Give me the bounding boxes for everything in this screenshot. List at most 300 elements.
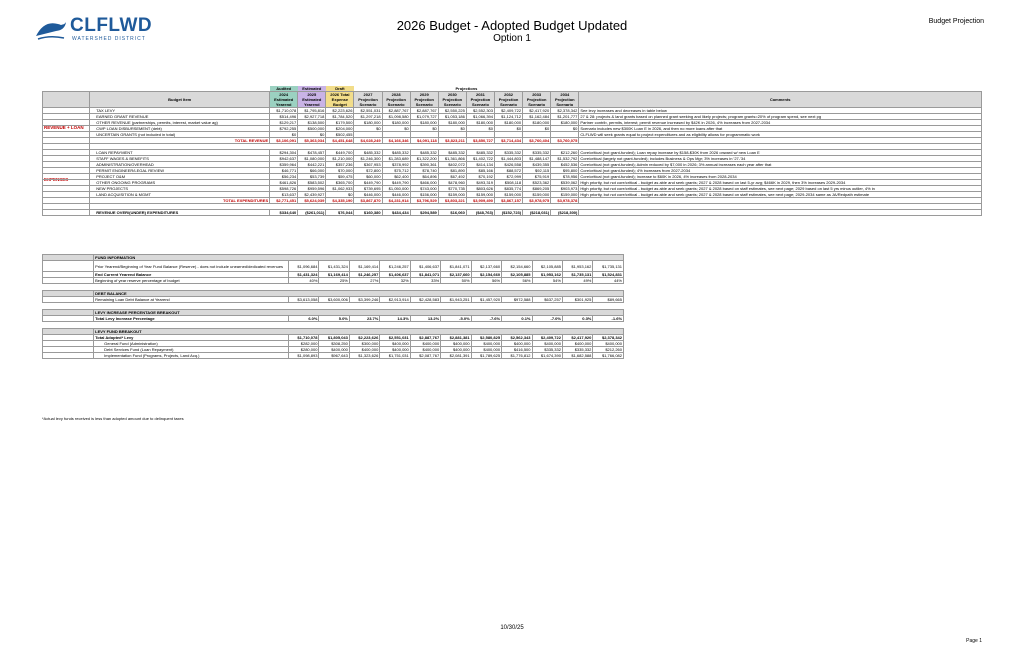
value-cell: $2,378,342 xyxy=(551,108,579,114)
value-cell: $478,457 xyxy=(298,150,326,156)
value-cell: $180,000 xyxy=(438,120,466,126)
value-cell: $0 xyxy=(270,132,298,138)
value-cell: $583,502 xyxy=(298,180,326,186)
value-cell: $446,000 xyxy=(354,192,382,198)
value-cell: $88,572 xyxy=(495,168,523,174)
value-cell: $0 xyxy=(523,126,551,132)
value-cell: ($218,300) xyxy=(551,210,579,216)
value-cell: $64,896 xyxy=(410,174,438,180)
value-cell: $204,000 xyxy=(326,126,354,132)
value-cell: 0.3% xyxy=(562,316,592,322)
value-cell: $1,457,920 xyxy=(471,297,501,303)
value-cell: $60,000 xyxy=(354,174,382,180)
group-cell xyxy=(43,210,90,216)
value-cell: $78,956 xyxy=(551,174,579,180)
column-header: Comments xyxy=(579,92,982,108)
value-cell: $46,771 xyxy=(270,168,298,174)
column-header: 2027 Projection Scenario xyxy=(354,92,382,108)
draft-label: Draft xyxy=(326,86,354,92)
value-cell: $75,919 xyxy=(523,174,551,180)
budget-item: ADMINISTRATION/OVERHEAD xyxy=(90,162,270,168)
value-cell: $402,072 xyxy=(438,162,466,168)
projections-label: Projections xyxy=(455,86,478,91)
value-cell: $1,431,324 xyxy=(319,261,349,272)
page-title: 2026 Budget - Adopted Budget Updated xyxy=(396,18,628,33)
value-cell: $514,496 xyxy=(270,114,298,120)
budget-item: CWP LOAN DISBURSEMENT (debt) xyxy=(90,126,270,132)
value-cell: $0 xyxy=(551,126,579,132)
fund-tables xyxy=(42,254,624,359)
value-cell: $159,000 xyxy=(466,192,494,198)
value-cell: $1,402,722 xyxy=(466,156,494,162)
value-cell: $598,726 xyxy=(270,186,298,192)
value-cell: $335,332 xyxy=(562,347,592,353)
budget-item: OTHER ONGOING PROGRAMS xyxy=(90,180,270,186)
budget-item: End Current Yearend Balance xyxy=(94,272,289,278)
column-header: 2028 Projection Scenario xyxy=(382,92,410,108)
value-cell: $335,332 xyxy=(523,150,551,156)
column-header: 2026 Total Expense Budget xyxy=(326,92,354,108)
value-cell: $967,643 xyxy=(319,353,349,359)
budget-item: STAFF WAGES & BENEFITS xyxy=(90,156,270,162)
budget-item: TOTAL REVENUE xyxy=(90,138,270,144)
column-header: 2025 Estimated Yearend xyxy=(298,92,326,108)
value-cell: $478,960 xyxy=(438,180,466,186)
value-cell: $485,332 xyxy=(438,150,466,156)
value-cell: $1,098,580 xyxy=(382,114,410,120)
spacer-row xyxy=(43,322,624,329)
value-cell: $280,000 xyxy=(289,347,319,353)
value-cell: $400,000 xyxy=(380,341,410,347)
value-cell: 56% xyxy=(471,278,501,284)
value-cell: $359,964 xyxy=(270,162,298,168)
value-cell: ($218,031) xyxy=(523,210,551,216)
budget-item: EARNED GRANT REVENUE xyxy=(90,114,270,120)
value-cell: $400,000 xyxy=(441,347,471,353)
value-cell: -1.6% xyxy=(593,316,624,322)
value-cell: $92,115 xyxy=(523,168,551,174)
value-cell: $72,800 xyxy=(354,168,382,174)
value-cell: $500,000 xyxy=(298,126,326,132)
value-cell: -5.0% xyxy=(441,316,471,322)
value-cell: $180,000 xyxy=(382,120,410,126)
comment-cell: See levy increases and decreases in table below xyxy=(579,108,982,114)
value-cell: $400,000 xyxy=(410,347,440,353)
estimated-label: Estimated xyxy=(298,86,326,92)
value-cell: $334,640 xyxy=(270,210,298,216)
value-cell: $2,551,031 xyxy=(354,108,382,114)
value-cell: $400,000 xyxy=(319,347,349,353)
budget-item: OTHER REVENUE (partnerships, permits, interest, market value ag) xyxy=(90,120,270,126)
value-cell: $89,665 xyxy=(593,297,624,303)
budget-item: Debt Services Fund (Loan Repayment) xyxy=(94,347,289,353)
value-cell: $294,304 xyxy=(270,150,298,156)
value-cell: $2,105,885 xyxy=(502,272,532,278)
value-cell: $1,096,684 xyxy=(289,261,319,272)
value-cell: $449,790 xyxy=(382,180,410,186)
value-cell: $4,166,346 xyxy=(382,138,410,144)
value-cell: $1,841,071 xyxy=(441,261,471,272)
budget-item: General Fund (Administration) xyxy=(94,341,289,347)
value-cell: $16,060 xyxy=(438,210,466,216)
value-cell: $70,192 xyxy=(466,174,494,180)
budget-table xyxy=(42,86,982,216)
budget-item: Total Levy Increase Percentage xyxy=(94,316,289,322)
comment-cell: Partner contrib, permits, interest; permit revenue increased by $42K in 2026, 4% increases from 2027-2034 xyxy=(579,120,982,126)
value-cell: 56% xyxy=(502,278,532,284)
value-cell: $180,000 xyxy=(551,120,579,126)
value-cell: $416,500 xyxy=(502,347,532,353)
value-cell: $1,953,162 xyxy=(532,272,562,278)
value-cell: $508,118 xyxy=(495,180,523,186)
value-cell: $1,524,831 xyxy=(593,272,624,278)
budget-item: TOTAL EXPENDITURES xyxy=(90,198,270,204)
budget-item: PROJECT O&M xyxy=(90,174,270,180)
value-cell: 23.7% xyxy=(349,316,379,322)
value-cell: $485,332 xyxy=(466,150,494,156)
value-cell: $0 xyxy=(354,126,382,132)
budget-item: Prior Yearend/Beginning of Year Fund Balance (Reserve) - does not include unearned/dedicated revenues xyxy=(94,261,289,272)
value-cell: $3,867,157 xyxy=(495,198,523,204)
value-cell: $1,246,300 xyxy=(354,156,382,162)
column-header: 2030 Projection Scenario xyxy=(438,92,466,108)
value-cell: $400,000 xyxy=(380,347,410,353)
fund-info-row xyxy=(43,261,624,272)
value-cell: $3,850,727 xyxy=(466,138,494,144)
net-row xyxy=(43,210,982,216)
value-cell: $1,246,257 xyxy=(349,272,379,278)
value-cell: $3,714,434 xyxy=(495,138,523,144)
value-cell: $1,201,777 xyxy=(551,114,579,120)
blank-cell xyxy=(43,353,94,359)
value-cell: 27% xyxy=(349,278,379,284)
value-cell: $1,080,000 xyxy=(298,156,326,162)
value-cell: $357,236 xyxy=(326,162,354,168)
comment-cell: High priority, but not core/critical - budget as able and seek grants; 2027 & 2028 based on staff estimates, see next page; 2029 based on last 5 yrs minus outlier, 4% in xyxy=(579,186,982,192)
value-cell: $2,081,391 xyxy=(441,353,471,359)
value-cell: 0.1% xyxy=(502,316,532,322)
value-cell: $2,552,303 xyxy=(466,108,494,114)
value-cell: $2,887,767 xyxy=(382,108,410,114)
comment-cell: Core/critical (not grant-funded); 4% increases from 2027-2034 xyxy=(579,168,982,174)
blank-cell xyxy=(43,92,90,108)
section-title: LEVY FUND BREAKOUT xyxy=(94,329,624,335)
value-cell: $485,332 xyxy=(354,150,382,156)
value-cell: $180,000 xyxy=(466,120,494,126)
column-header: 2033 Projection Scenario xyxy=(523,92,551,108)
comment-cell: CLFLWD will seek grants equal to project expenditures and as eligibility allows for programmatic work xyxy=(579,132,982,138)
value-cell: $3,803,221 xyxy=(438,198,466,204)
value-cell: $2,378,342 xyxy=(593,335,624,341)
value-cell: $76,044 xyxy=(326,210,354,216)
value-cell: $294,589 xyxy=(410,210,438,216)
value-cell: $739,695 xyxy=(354,186,382,192)
value-cell: $3,600,006 xyxy=(319,297,349,303)
value-cell: $400,000 xyxy=(562,341,592,347)
value-cell: $3,760,075 xyxy=(551,138,579,144)
value-cell: $365,700 xyxy=(326,180,354,186)
value-cell: $1,943,251 xyxy=(441,297,471,303)
value-cell: $903,973 xyxy=(551,186,579,192)
value-cell: $156,000 xyxy=(410,192,438,198)
value-cell: $743,000 xyxy=(410,186,438,192)
value-cell: $13,637 xyxy=(270,192,298,198)
value-cell: $308,250 xyxy=(319,341,349,347)
value-cell: $461,826 xyxy=(270,180,298,186)
value-cell: $300,000 xyxy=(349,341,379,347)
value-cell: 44% xyxy=(593,278,624,284)
value-cell: $449,790 xyxy=(354,180,382,186)
value-cell: $1,361,866 xyxy=(438,156,466,162)
value-cell: $212,260 xyxy=(551,150,579,156)
value-cell: $426,558 xyxy=(495,162,523,168)
budget-item: Implementation Fund (Programs, Projects, Land Acq.) xyxy=(94,353,289,359)
section-title: FUND INFORMATION xyxy=(94,255,624,261)
value-cell: $1,751,031 xyxy=(380,353,410,359)
value-cell: 40% xyxy=(289,278,319,284)
value-cell: $78,740 xyxy=(410,168,438,174)
value-cell: $2,223,626 xyxy=(349,335,379,341)
value-cell: $502,455 xyxy=(326,132,354,138)
value-cell: $1,532,792 xyxy=(551,156,579,162)
value-cell: $3,399,246 xyxy=(349,297,379,303)
value-cell: $4,451,648 xyxy=(326,138,354,144)
group-label-revenue: REVENUE + LOAN xyxy=(44,125,84,130)
value-cell: $1,766,082 xyxy=(593,353,624,359)
value-cell: $400,000 xyxy=(410,341,440,347)
value-cell: $1,710,078 xyxy=(270,108,298,114)
value-cell: $1,953,162 xyxy=(562,261,592,272)
comment-cell: Core/critical (not grant-funded); Loan repay increase by $158-$30K from 2026 onward w/ new Loan E xyxy=(579,150,982,156)
value-cell: $1,322,200 xyxy=(410,156,438,162)
value-cell: $414,134 xyxy=(466,162,494,168)
column-header: 2032 Projection Scenario xyxy=(495,92,523,108)
value-cell: $1,444,803 xyxy=(495,156,523,162)
value-cell: $3,978,378 xyxy=(551,198,579,204)
logo-text: CLFLWD xyxy=(70,15,153,36)
value-cell: $2,580,825 xyxy=(471,335,501,341)
value-cell: $1,050,000 xyxy=(382,186,410,192)
value-cell: $56,234 xyxy=(270,174,298,180)
value-cell: -7.0% xyxy=(532,316,562,322)
value-cell: $212,260 xyxy=(593,347,624,353)
budget-item: Total Adopted* Levy xyxy=(94,335,289,341)
header-right-label: Budget Projection xyxy=(928,18,984,25)
value-cell: $400,000 xyxy=(471,347,501,353)
value-cell: $4,091,118 xyxy=(410,138,438,144)
value-cell: $282,000 xyxy=(289,341,319,347)
value-cell: $449,700 xyxy=(326,150,354,156)
value-cell: $367,953 xyxy=(354,162,382,168)
value-cell: $835,774 xyxy=(495,186,523,192)
value-cell: $179,500 xyxy=(326,120,354,126)
value-cell: $1,488,147 xyxy=(523,156,551,162)
value-cell: $2,137,660 xyxy=(471,261,501,272)
value-cell: $0 xyxy=(466,126,494,132)
value-cell: $2,927,718 xyxy=(298,114,326,120)
value-cell: $1,431,324 xyxy=(289,272,319,278)
value-cell: 54% xyxy=(532,278,562,284)
value-cell: $523,362 xyxy=(523,180,551,186)
value-cell: $129,217 xyxy=(270,120,298,126)
footer-page-number: Page 1 xyxy=(966,638,982,644)
value-cell: $3,796,529 xyxy=(410,198,438,204)
comment-cell: 27 & 28: projects & land grants based on planned grant seeking and likely projects; program grants=20% of program spend, see next pg xyxy=(579,114,982,120)
page-subtitle: Option 1 xyxy=(493,33,531,44)
value-cell: $0 xyxy=(410,126,438,132)
value-cell: $1,789,625 xyxy=(471,353,501,359)
value-cell: $1,735,131 xyxy=(593,261,624,272)
value-cell: $0 xyxy=(298,132,326,138)
value-cell: $400,000 xyxy=(593,341,624,347)
value-cell: $2,137,660 xyxy=(441,272,471,278)
value-cell: $959,596 xyxy=(298,186,326,192)
blank-cell xyxy=(43,261,94,272)
header-row xyxy=(43,92,982,108)
value-cell: $5,624,039 xyxy=(298,198,326,204)
value-cell: 13.2% xyxy=(410,316,440,322)
group-label-expenses: EXPENSES xyxy=(44,177,69,182)
value-cell: $1,805,043 xyxy=(319,335,349,341)
column-header: 2034 Projection Scenario xyxy=(551,92,579,108)
logo-subtext: WATERSHED DISTRICT xyxy=(72,36,146,42)
budget-item: UNCERTAIN GRANTS (not included in total) xyxy=(90,132,270,138)
value-cell: $1,066,394 xyxy=(466,114,494,120)
value-cell: ($261,011) xyxy=(298,210,326,216)
value-cell: $400,000 xyxy=(441,341,471,347)
value-cell: $0 xyxy=(495,126,523,132)
value-cell: $180,000 xyxy=(354,120,382,126)
value-cell: $335,332 xyxy=(532,347,562,353)
value-cell: $0 xyxy=(326,192,354,198)
value-cell: $3,823,211 xyxy=(438,138,466,144)
value-cell: $335,332 xyxy=(495,150,523,156)
value-cell: $2,417,920 xyxy=(562,335,592,341)
value-cell: $2,105,885 xyxy=(532,261,562,272)
value-cell: $5,363,034 xyxy=(298,138,326,144)
blank-cell xyxy=(43,322,624,329)
value-cell: $2,428,583 xyxy=(410,297,440,303)
comment-cell: Scenario includes new $300K Loan E in 2026, and then no more loans after that xyxy=(579,126,982,132)
value-cell: $3,106,091 xyxy=(270,138,298,144)
value-cell: $3,978,975 xyxy=(523,198,551,204)
value-cell: $4,335,190 xyxy=(326,198,354,204)
budget-item: PERMIT ENGINEER/LEGAL REVIEW xyxy=(90,168,270,174)
budget-item: LAND ACQUISITION & MGMT xyxy=(90,192,270,198)
value-cell: $75,712 xyxy=(382,168,410,174)
value-cell: $2,087,767 xyxy=(410,353,440,359)
section-title: DEBT BALANCE xyxy=(94,291,624,297)
value-cell: $439,355 xyxy=(523,162,551,168)
value-cell: $72,999 xyxy=(495,174,523,180)
value-cell: 25% xyxy=(319,278,349,284)
budget-item: LOAN REPAYMENT xyxy=(90,150,270,156)
value-cell: $66,000 xyxy=(298,168,326,174)
value-cell: $1,246,257 xyxy=(380,261,410,272)
value-cell: $1,682,588 xyxy=(562,353,592,359)
value-cell: $159,000 xyxy=(523,192,551,198)
spacer-row xyxy=(43,303,624,310)
value-cell: $1,169,414 xyxy=(319,272,349,278)
value-cell: $1,674,390 xyxy=(532,353,562,359)
value-cell: $434,434 xyxy=(382,210,410,216)
value-cell: $442,221 xyxy=(298,162,326,168)
value-cell: 5.0% xyxy=(319,316,349,322)
blank-cell xyxy=(43,284,624,291)
value-cell: $2,409,722 xyxy=(532,335,562,341)
budget-item: TAX LEVY xyxy=(90,108,270,114)
value-cell: $2,417,920 xyxy=(523,108,551,114)
value-cell: $4,028,249 xyxy=(354,138,382,144)
budget-item: Remaining Loan Debt Balance at Yearend xyxy=(94,297,289,303)
value-cell: $59,475 xyxy=(326,174,354,180)
comment-cell: Core/critical (not grant-funded); increase to $60K in 2026, 4% increases from 2028-2034 xyxy=(579,174,982,180)
value-cell: $539,062 xyxy=(551,180,579,186)
value-cell: $2,551,031 xyxy=(380,335,410,341)
value-cell: $1,169,414 xyxy=(349,261,379,272)
value-cell: $53,739 xyxy=(298,174,326,180)
value-cell: $1,795,816 xyxy=(298,108,326,114)
value-cell: $400,000 xyxy=(471,341,501,347)
value-cell: $3,760,404 xyxy=(523,138,551,144)
value-cell: $2,887,767 xyxy=(410,108,438,114)
value-cell: $1,841,071 xyxy=(410,272,440,278)
value-cell: $1,053,186 xyxy=(438,114,466,120)
value-cell: $942,637 xyxy=(270,156,298,162)
value-cell: $1,124,712 xyxy=(495,114,523,120)
column-header: 2031 Projection Scenario xyxy=(466,92,494,108)
value-cell: $400,000 xyxy=(349,347,379,353)
value-cell: $1,098,893 xyxy=(289,353,319,359)
value-cell: $1,735,131 xyxy=(562,272,592,278)
value-cell: $2,409,722 xyxy=(495,108,523,114)
value-cell: $2,223,626 xyxy=(326,108,354,114)
blank-cell xyxy=(43,303,624,310)
value-cell: $180,000 xyxy=(495,120,523,126)
budget-item: REVENUE OVER/(UNDER) EXPENDITURES xyxy=(90,210,270,216)
value-cell: $972,588 xyxy=(502,297,532,303)
value-cell: $160,380 xyxy=(354,210,382,216)
value-cell: 6.0% xyxy=(289,316,319,322)
value-cell: -7.6% xyxy=(471,316,501,322)
value-cell: $81,890 xyxy=(438,168,466,174)
value-cell: $159,000 xyxy=(551,192,579,198)
value-cell: $1,283,689 xyxy=(382,156,410,162)
value-cell: ($152,723) xyxy=(495,210,523,216)
value-cell: $3,867,870 xyxy=(354,198,382,204)
budget-item: Beginning of year reserve percentage of budget xyxy=(94,278,289,284)
value-cell: $70,000 xyxy=(326,168,354,174)
value-cell: $1,784,520 xyxy=(326,114,354,120)
footer-date: 10/30/25 xyxy=(500,625,524,631)
value-cell: $2,550,225 xyxy=(438,108,466,114)
value-cell: $390,361 xyxy=(410,162,438,168)
value-cell: $1,297,218 xyxy=(354,114,382,120)
value-cell: $378,992 xyxy=(382,162,410,168)
value-cell: $67,492 xyxy=(438,174,466,180)
value-cell: $400,000 xyxy=(502,341,532,347)
value-cell: $3,909,490 xyxy=(466,198,494,204)
value-cell: $485,332 xyxy=(410,150,438,156)
column-header: 2029 Projection Scenario xyxy=(410,92,438,108)
value-cell: $637,257 xyxy=(532,297,562,303)
value-cell: $1,162,484 xyxy=(523,114,551,120)
value-cell: 49% xyxy=(562,278,592,284)
value-cell: $1,406,637 xyxy=(410,261,440,272)
audited-label: Audited xyxy=(270,86,298,92)
value-cell: $1,710,078 xyxy=(289,335,319,341)
value-cell: ($48,763) xyxy=(466,210,494,216)
